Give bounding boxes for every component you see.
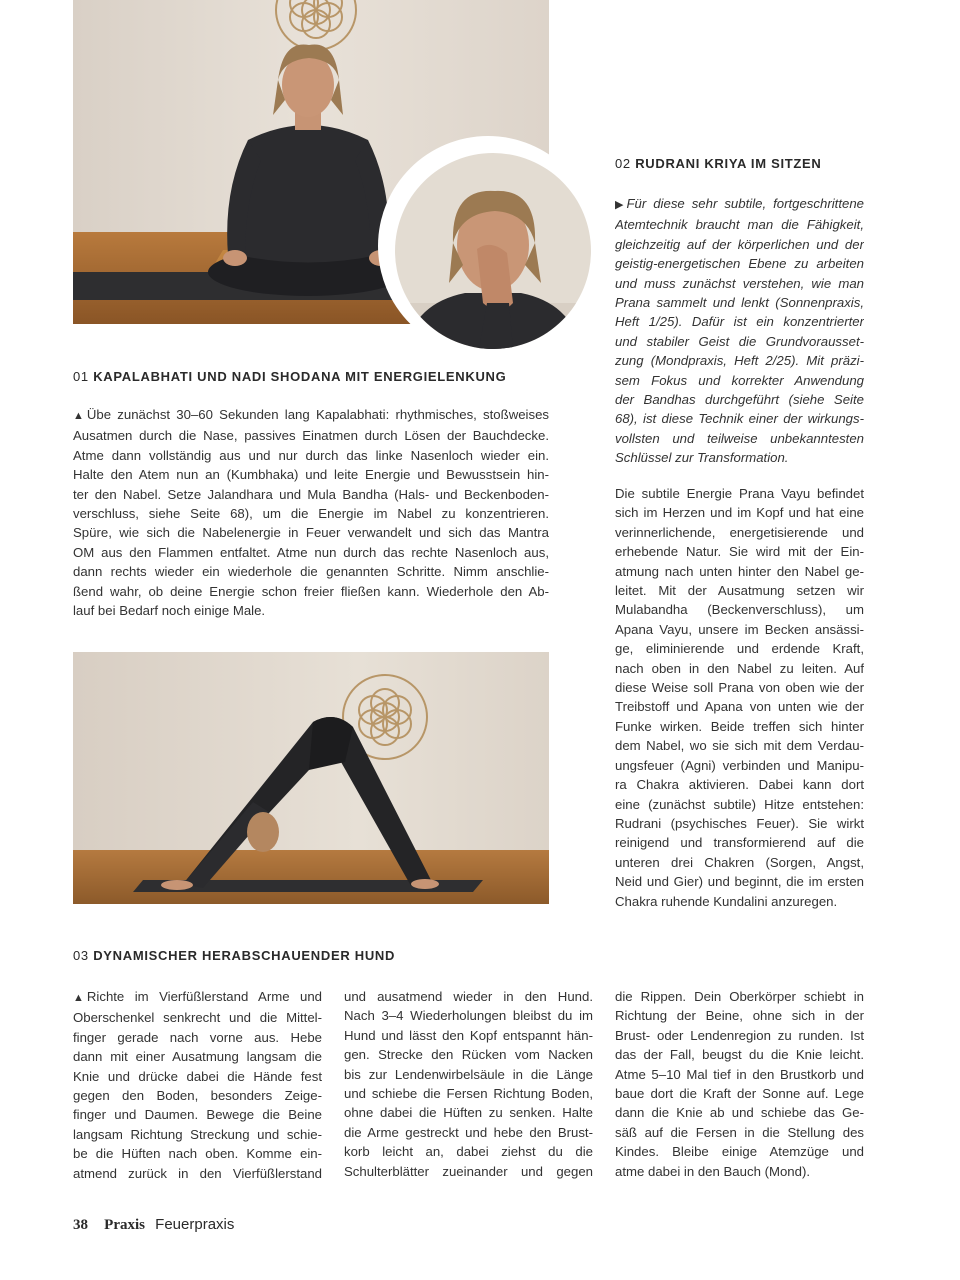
page-footer [73,1216,234,1234]
text-line: geistig-energetischen Ebene zu arbeiten [615,256,864,272]
text-line: Brust- oder Lendenregion zu runden. Ist [615,1027,864,1043]
text-line: ohne dabei die Hüften zu senken. Halte [344,1105,593,1121]
text-line: Prana sammelt und lenkt (Sonnenpraxis, [615,295,864,311]
text-line: ter den Nabel. Setze Jalandhara und Mula Bandha (Hals- und Beckenboden- [73,486,549,502]
section-title: DYNAMISCHER HERABSCHAUENDER HUND [93,948,396,963]
photo-downward-dog [73,652,549,904]
section-title: RUDRANI KRIYA IM SITZEN [635,156,822,171]
text-line: verinnerlichende, energetisierende und [615,524,864,540]
text-line: ge, eliminierende und erdende Kraft, [615,641,864,657]
text-line: atme dabei in den Bauch (Mond). [615,1163,810,1179]
section-number: 01 [73,369,89,384]
text-line: atmend zurück in den Vierfüßlerstand [73,1165,322,1181]
text-line: gen. Strecke den Rücken vom Nacken [344,1047,593,1063]
text-line: Nach 3–4 Wiederholungen bleibst du im [344,1008,593,1024]
text-line: und muss zunächst verstehen, wie man [615,275,864,291]
text-line: gegen den Boden, besonders Zeige- [73,1088,322,1104]
text-line: der Bandhas durchgeführt (siehe Seite [615,392,864,408]
text-line: be die Hüften nach oben. Komme ein- [73,1146,322,1162]
text-line: dem Nabel, wo sie sich mit dem Verdau- [615,738,864,754]
text-line: die Rippen. Dein Oberkörper schiebt in [615,989,864,1004]
text-line: und schiebe die Fersen Richtung Boden, [344,1086,593,1102]
text-line: Chakra ruhende Kundalini anzuregen. [615,893,838,909]
text-line: verschluss, siehe Seite 68), um die Energie im Nabel zu konzentrieren. [73,506,549,522]
text-line: 68), ist diese Technik einer der wirkungs- [615,411,864,427]
text-line: atmung nach unten hinter den Nabel ge- [615,563,864,579]
text-line: Die subtile Energie Prana Vayu befindet [615,486,864,501]
text-line: Schulterblätter zueinander und gegen [344,1163,593,1179]
section-body-rudrani [615,484,864,911]
text-line: Atme 5–10 Mal tief in den Brustkorb und [615,1066,864,1082]
text-line: Atme dann vollständig aus und nur durch das linke Nasenloch wieder ein. [73,447,549,463]
text-line: sem Fokus und korrekter Anwendung [615,372,864,388]
section-intro-rudrani [615,194,864,468]
section-heading-downward-dog [73,948,395,963]
text-line: OM aus den Flammen entfaltet. Atme nun durch das rechte Nasenloch aus, [73,544,549,560]
text-line: leitet. Mit der Ausatmung setzen wir [615,583,864,599]
triangle-marker-icon: ▲ [73,992,84,1004]
text-line: eine (zunächst subtile) Hitze entstehen: [615,796,864,812]
text-line: Atemtechnik braucht man die Fähigkeit, [615,217,864,233]
text-line: korb leicht an, dabei ziehst du die [344,1144,593,1160]
text-line: langsam Richtung Streckung und schie- [73,1126,322,1142]
text-line: reinigend und transformierend auf die [615,835,864,851]
text-line: erhebende Natur. Sie wird mit der Ein- [615,544,864,560]
text-line: finger und Daumen. Bewege die Beine [73,1107,322,1123]
section-title: KAPALABHATI UND NADI SHODANA MIT ENERGIELENKUNG [93,369,507,384]
section-heading-kapalabhati [73,369,506,384]
section-body-column-2 [344,987,593,1181]
text-line: Schlüssel zur Transformation. [615,450,789,466]
photo-nostril-breathing [395,153,591,349]
text-line: Kindes. Bleibe einige Atemzüge und [615,1144,864,1160]
play-marker-icon: ▶ [615,199,624,211]
text-line: zung (Mondpraxis, Heft 2/25). Mit präzi- [615,353,864,369]
text-line: Halte den Atem nun an (Kumbhaka) und leite Energie und Bewusstsein hin- [73,467,549,483]
text-line: Hund und lässt den Kopf entspannt hän- [344,1027,593,1043]
text-line: sich im Herzen und im Kopf und hat eine [615,505,864,521]
text-line: Heft 1/25). Dafür ist ein konzentrierter [615,314,864,330]
text-line: die Arme gestreckt und hebe den Brust- [344,1124,593,1140]
text-line: das der Fall, beugst du die Knie leicht. [615,1047,864,1063]
text-line: vollsten und teilweise unbekanntesten [615,430,864,446]
text-line: Oberschenkel senkrecht und die Mittel- [73,1010,322,1026]
text-line: und stabiler Geist die Grundvorausset- [615,333,864,349]
text-line: bis zur Lendenwirbelsäule in die Länge [344,1066,593,1082]
text-line: Neid und Gier) und beginnt, die im ersten [615,874,864,890]
text-line: dann mit einer Ausatmung langsam die [73,1049,322,1065]
text-line: Mulabandha (Beckenverschluss), um [615,602,864,618]
section-body-column-3 [615,987,864,1181]
section-body-column-1 [73,987,322,1183]
text-line: Spüre, wie sich die Nabelenergie in Feuer verwandelt und sich das Mantra [73,525,549,541]
section-number: 02 [615,156,631,171]
text-line: Ausatmen durch die Nase, passives Einatmen durch Lösen der Bauchdecke. [73,428,549,444]
text-line: nach oben in den Nabel zu leiten. Auf [615,660,864,676]
text-line: ▶ Für diese sehr subtile, fortgeschrittene [615,194,864,215]
text-line: Rudrani (psychisches Feuer). Sie wirkt [615,815,864,831]
text-line: Apana Vayu, unsere im Becken ansässi- [615,621,864,637]
text-line: ra Chakra aktivieren. Dabei kann dort [615,777,864,793]
section-heading-rudrani [615,156,822,171]
page-number: 38 [73,1217,88,1233]
text-line: diese Weise soll Prana von oben wie der [615,680,864,696]
text-line: ungsfeuer (Agni) verbinden und Manipu- [615,757,864,773]
section-number: 03 [73,948,89,963]
text-line: ▲ Richte im Vierfüßlerstand Arme und [73,987,322,1008]
text-line: ßend wahr, ob deine Energie schon freier fließen kann. Wiederhole den Ab- [73,583,549,599]
text-line: Richtung der Beine, ohne sich in der [615,1008,864,1024]
text-line: unteren drei Chakren (Sorgen, Angst, [615,854,864,870]
text-line: dann rechts wieder ein wiederhole die genannten Schritte. Nimm anschlie- [73,564,549,580]
text-line: und ausatmend wieder in den Hund. [344,989,593,1004]
text-line: gleichzeitig auf der körperlichen und der [615,236,864,252]
text-line: Treibstoff und Apana von unten wie der [615,699,864,715]
text-line: ▲ Übe zunächst 30–60 Sekunden lang Kapalabhati: rhythmisches, stoßweises [73,405,549,426]
section-name: Feuerpraxis [155,1216,235,1233]
text-line: baue dort die Kraft der Sonne auf. Lege [615,1086,864,1102]
text-line: Knie und drücke dabei die Hände fest [73,1068,322,1084]
triangle-marker-icon: ▲ [73,410,84,422]
text-line: säß auf die Fersen in die Stellung des [615,1124,864,1140]
text-line: finger gerade nach vorne aus. Hebe [73,1029,322,1045]
text-line: Funke wirken. Beide treffen sich hinter [615,718,864,734]
text-line: dann die Knie ab und schiebe das Ge- [615,1105,864,1121]
section-body-kapalabhati [73,405,549,620]
magazine-name: Praxis [104,1217,145,1233]
text-line: lauf bei Bedarf noch einige Male. [73,603,266,619]
